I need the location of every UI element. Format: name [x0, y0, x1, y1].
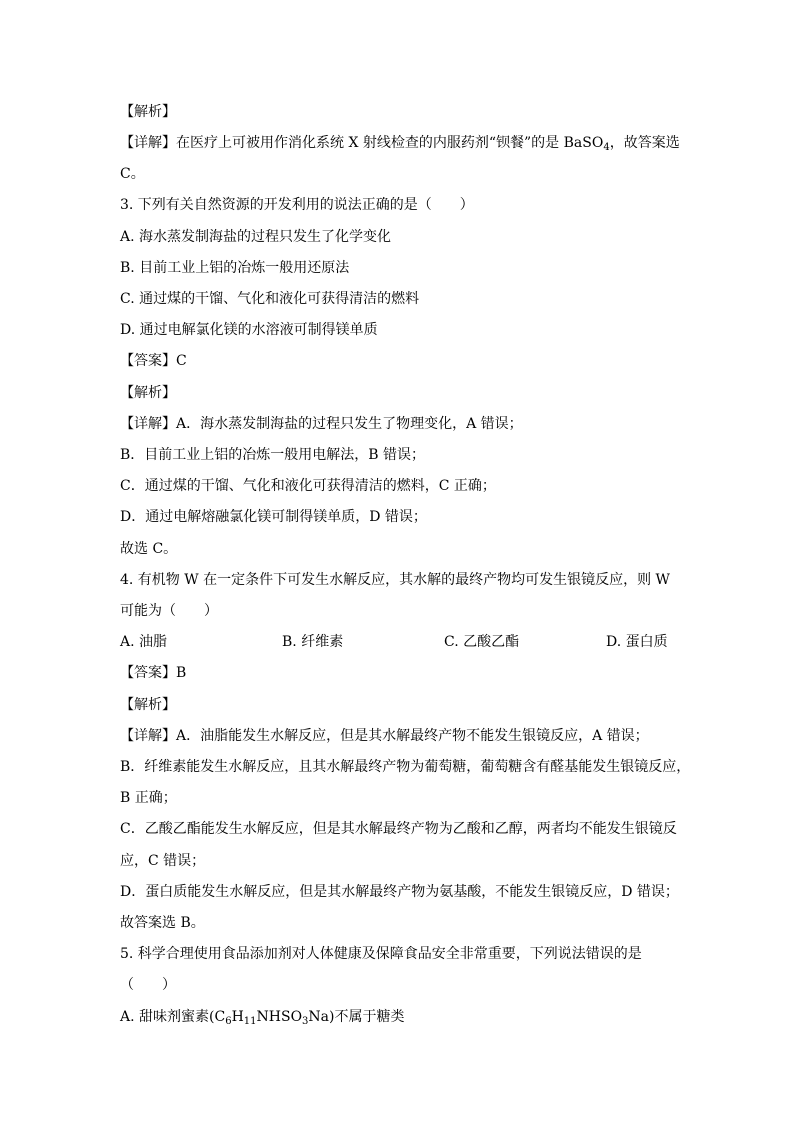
q4-stem-line1: 4. 有机物 W 在一定条件下可发生水解反应，其水解的最终产物均可发生银镜反应，则 W [120, 572, 670, 588]
q3-option-b: B. 目前工业上铝的冶炼一般用还原法 [120, 260, 350, 276]
q3-detail-line: D．通过电解熔融氯化镁可制得镁单质，D 错误； [120, 509, 427, 525]
q4-detail-line: D．蛋白质能发生水解反应，但是其水解最终产物为氨基酸，不能发生银镜反应，D 错误； [120, 884, 679, 900]
q4-stem-line2: 可能为（ ） [120, 603, 218, 619]
q4-detail-line: 应，C 错误； [120, 853, 206, 869]
q4-analysis-heading: 【解析】 [120, 697, 176, 713]
q5-option-a: A. 甜味剂蜜素$(C_6H_{11}NHSO_3Na)$不属于糖类 [120, 1009, 405, 1027]
q3-option-c: C. 通过煤的干馏、气化和液化可获得清洁的燃料 [120, 291, 420, 307]
q4-detail-line: C．乙酸乙酯能发生水解反应，但是其水解最终产物为乙酸和乙醇，两者均不能发生银镜反 [120, 821, 677, 837]
q4-option-d: D. 蛋白质 [606, 634, 668, 650]
q4-detail-line: B．纤维素能发生水解反应，且其水解最终产物为葡萄糖，葡萄糖含有醛基能发生银镜反应， [120, 759, 691, 775]
q3-option-d: D. 通过电解氯化镁的水溶液可制得镁单质 [120, 322, 378, 338]
q4-detail-line: B 正确； [120, 790, 177, 806]
q3-detail-line: C．通过煤的干馏、气化和液化可获得清洁的燃料，C 正确； [120, 478, 496, 494]
q4-detail-line: 【详解】A．油脂能发生水解反应，但是其水解最终产物不能发生银镜反应，A 错误； [120, 728, 649, 744]
q4-conclusion: 故答案选 B。 [120, 915, 205, 931]
q3-option-a: A. 海水蒸发制海盐的过程只发生了化学变化 [120, 229, 392, 245]
q4-answer: 【答案】B [120, 665, 187, 681]
q4-option-a: A. 油脂 [120, 634, 168, 650]
q3-analysis-heading: 【解析】 [120, 385, 176, 401]
q2-detail-line: 【详解】在医疗上可被用作消化系统 X 射线检查的内服药剂“钡餐”的是 BaSO$_4$，故答案选 [120, 135, 680, 153]
q3-detail-line: B．目前工业上铝的冶炼一般用电解法，B 错误； [120, 447, 426, 463]
q2-detail-continuation: C。 [120, 166, 145, 182]
q3-stem: 3. 下列有关自然资源的开发利用的说法正确的是（ ） [120, 197, 474, 213]
q3-answer: 【答案】C [120, 353, 187, 369]
q5-stem-line1: 5. 科学合理使用食品添加剂对人体健康及保障食品安全非常重要，下列说法错误的是 [120, 946, 642, 962]
q5-stem-line2: （ ） [120, 977, 176, 993]
q4-option-b: B. 纤维素 [282, 634, 344, 650]
q3-conclusion: 故选 C。 [120, 541, 178, 557]
q2-analysis-heading: 【解析】 [120, 104, 176, 120]
q3-detail-line: 【详解】A．海水蒸发制海盐的过程只发生了物理变化，A 错误； [120, 416, 523, 432]
q4-option-c: C. 乙酸乙酯 [444, 634, 520, 650]
